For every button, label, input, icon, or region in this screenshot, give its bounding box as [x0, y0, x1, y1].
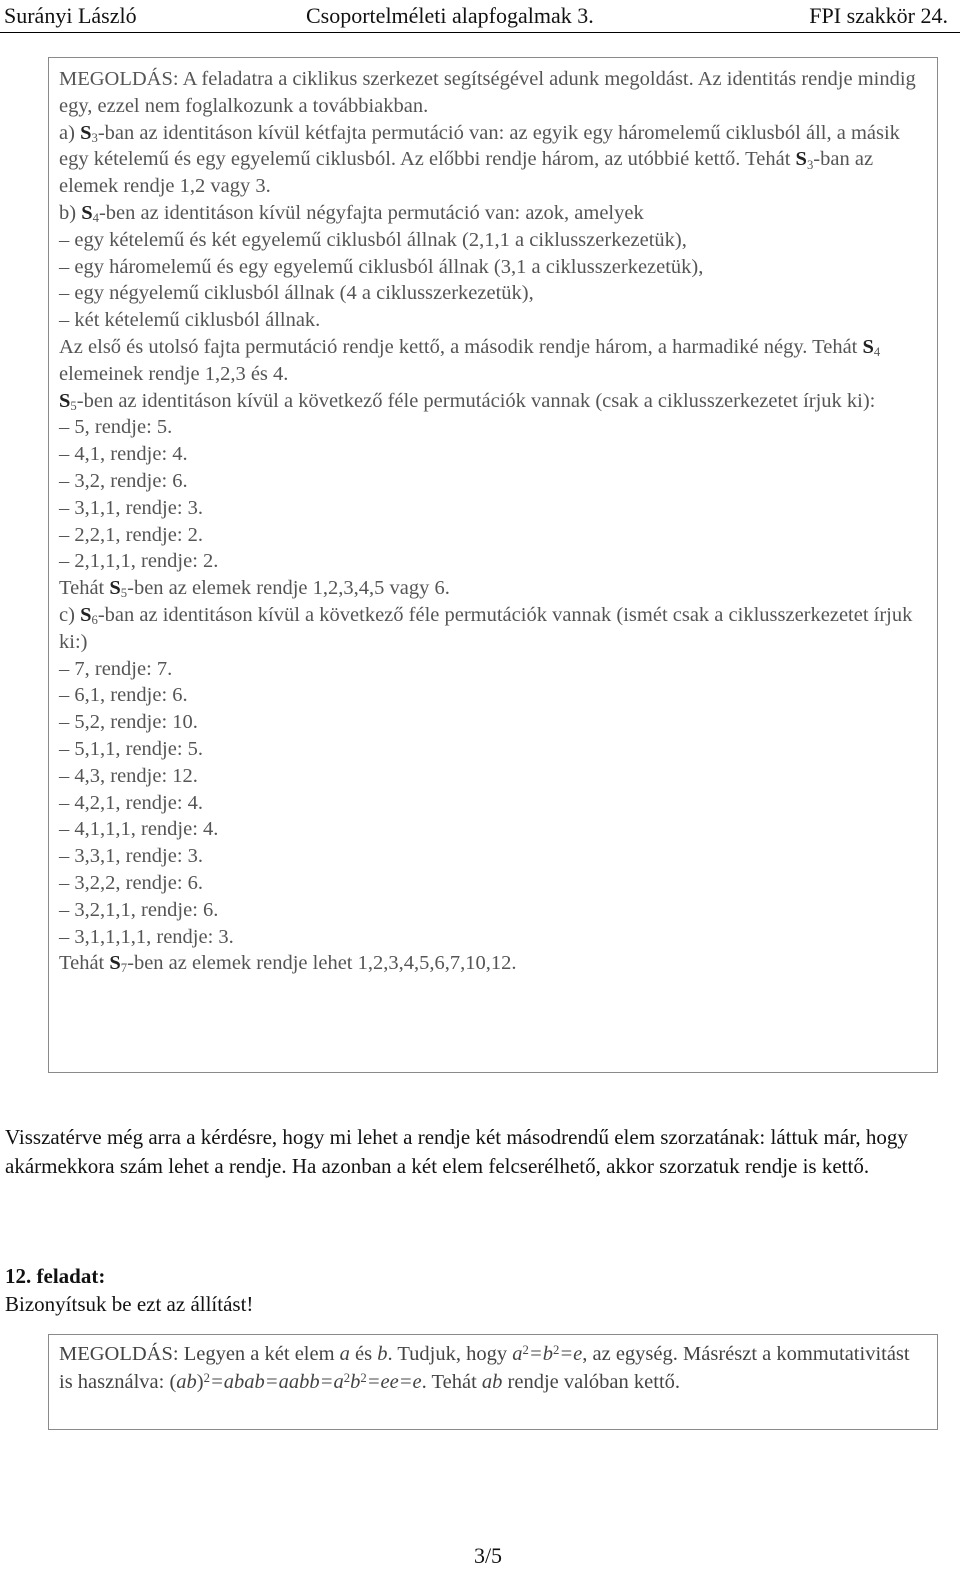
list-item: – 7, rendje: 7.: [59, 657, 173, 680]
s5-intro: $S_5$-ben az identitáson kívül a következő féle permutációk vannak (csak a ciklusszerkezetet írjuk ki):: [59, 389, 876, 413]
page-header: [0, 2, 960, 33]
list-item: – 2,2,1, rendje: 2.: [59, 523, 204, 546]
list-item: – egy háromelemű és egy egyelemű ciklusból állnak (3,1 a ciklusszerkezetük),: [59, 255, 704, 278]
list-item: – 4,2,1, rendje: 4.: [59, 791, 204, 814]
part-b-summary: Az első és utolsó fajta permutáció rendje kettő, a második rendje három, a harmadiké négy. Tehát $S_4$ elemeinek rendje 1,2,3 és 4.: [59, 335, 881, 385]
list-item: – 5,1,1, rendje: 5.: [59, 737, 204, 760]
header-title: Csoportelméleti alapfogalmak 3.: [306, 3, 594, 28]
list-item: – 3,1,1,1,1, rendje: 3.: [59, 925, 234, 948]
list-item: – 2,1,1,1, rendje: 2.: [59, 550, 219, 573]
list-item: – 4,1, rendje: 4.: [59, 443, 188, 466]
header-course: FPI szakkör 24.: [809, 3, 948, 28]
list-item: – 5, rendje: 5.: [59, 416, 173, 439]
task-text: Bizonyítsuk be ezt az állítást!: [5, 1292, 254, 1316]
task-title: 12. feladat:: [5, 1264, 106, 1288]
part-a: a) $S_3$-ban az identitáson kívül kétfajta permutáció van: az egyik egy háromelemű ciklusból áll, a másik egy kételemű és egy egyelemű ciklusból. Az előbbi rendje három, az utóbbié kettő. Tehát $S_3$-ban az elemek rendje 1,2 vagy 3.: [59, 121, 900, 198]
s5-summary: Tehát $S_5$-ben az elemek rendje 1,2,3,4,5 vagy 6.: [59, 577, 450, 601]
list-item: – 3,2,2, rendje: 6.: [59, 871, 204, 894]
part-c-summary: Tehát $S_7$-ben az elemek rendje lehet 1,2,3,4,5,6,7,10,12.: [59, 952, 517, 976]
list-item: – 3,3,1, rendje: 3.: [59, 845, 204, 868]
solution-2-text: MEGOLDÁS: Legyen a két elem a és b. Tudjuk, hogy $a^2=b^2=e$, az egység. Másrészt a kommutativitást is használva: $(ab)^2=abab=aabb=a^2b^2=ee=e$. Tehát ab rendje valóban kettő.: [59, 1342, 910, 1393]
solution-box-1: [48, 57, 938, 1073]
solution-intro: MEGOLDÁS: A feladatra a ciklikus szerkezet segítségével adunk megoldást. Az identitás rendje mindig egy, ezzel nem foglalkozunk a továbbiakban.: [59, 68, 916, 117]
list-item: – 6,1, rendje: 6.: [59, 684, 188, 707]
list-item: – 5,2, rendje: 10.: [59, 711, 198, 734]
list-item: – 4,3, rendje: 12.: [59, 764, 198, 787]
list-item: – egy négyelemű ciklusból állnak (4 a ciklusszerkezetük),: [59, 282, 534, 305]
list-item: – egy kételemű és két egyelemű ciklusból állnak (2,1,1 a ciklusszerkezetük),: [59, 228, 687, 251]
solution-box-2: [48, 1334, 938, 1430]
header-author: Surányi László: [4, 3, 137, 28]
list-item: – 3,2,1,1, rendje: 6.: [59, 898, 219, 921]
list-item: – 4,1,1,1, rendje: 4.: [59, 818, 219, 841]
list-item: – 3,2, rendje: 6.: [59, 469, 188, 492]
list-item: – két kételemű ciklusból állnak.: [59, 309, 321, 332]
page-number: 3/5: [473, 1543, 503, 1568]
list-item: – 3,1,1, rendje: 3.: [59, 496, 204, 519]
part-b: b) $S_4$-ben az identitáson kívül négyfajta permutáció van: azok, amelyek: [59, 201, 644, 226]
part-c: c) $S_6$-ban az identitáson kívül a következő féle permutációk vannak (ismét csak a ciklusszerkezetet írjuk ki:): [59, 603, 913, 653]
body-paragraph: Visszatérve még arra a kérdésre, hogy mi lehet a rendje két másodrendű elem szorzatának: láttuk már, hogy akármekkora szám lehet a rendje. Ha azonban a két elem felcserélhető, akkor szorzatuk rendje is kettő.: [5, 1125, 908, 1178]
